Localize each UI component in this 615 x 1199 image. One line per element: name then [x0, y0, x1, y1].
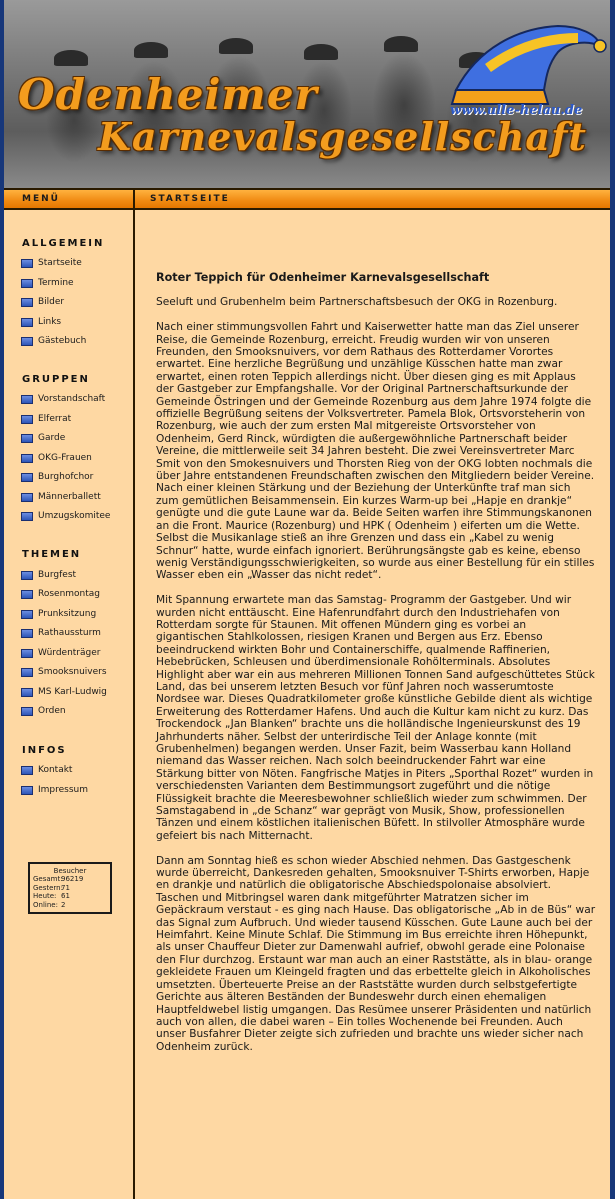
nav-label: Würdenträger — [38, 648, 101, 658]
counter-row-today — [30, 892, 110, 901]
nav-item-umzugskomitee[interactable] — [21, 509, 110, 523]
nav-label: Rosenmontag — [38, 589, 101, 599]
nav-label: Bilder — [38, 297, 65, 307]
counter-label: Online: — [33, 900, 58, 909]
counter-label: Gesamt: — [33, 875, 63, 883]
counter-value: 61 — [61, 892, 70, 900]
jester-cap-icon — [448, 8, 608, 108]
menu-label: MENÜ — [22, 194, 60, 204]
nav-label: Umzugskomitee — [38, 511, 111, 521]
nav-label: Burgfest — [38, 570, 77, 580]
site-title-line2: Karnevalsgesellschaft — [98, 114, 587, 159]
nav-label: Smooksnuivers — [38, 667, 107, 677]
nav-item-vorstandschaft[interactable] — [21, 392, 105, 406]
nav-item-garde[interactable] — [21, 431, 65, 445]
counter-value: 71 — [61, 883, 70, 892]
nav-item-smooksnuivers[interactable] — [21, 665, 107, 679]
nav-bullet-icon — [21, 395, 33, 404]
nav-item-ms-karl-ludwig[interactable] — [21, 685, 107, 699]
nav-label: Garde — [38, 433, 66, 443]
nav-bullet-icon — [21, 493, 33, 502]
sidebar-divider — [133, 210, 135, 1199]
nav-item-maennerballett[interactable] — [21, 490, 101, 504]
nav-bullet-icon — [21, 629, 33, 638]
nav-item-kontakt[interactable] — [21, 763, 72, 777]
current-page-label: STARTSEITE — [150, 194, 230, 204]
nav-bullet-icon — [21, 318, 33, 327]
nav-item-gaestebuch[interactable] — [21, 334, 86, 348]
section-header-bar — [4, 188, 610, 210]
nav-bullet-icon — [21, 786, 33, 795]
nav-label: Termine — [38, 278, 74, 288]
article-paragraph: Mit Spannung erwartete man das Samstag- Programm der Gastgeber. Und wir wurden nicht enttäuscht. Eine Hafenrundfahrt durch den Industriehafen von Rotterdam sorgte für Staunen. Mit offenen Mündern ging es vorbei an gigantischen Stahlkolossen, riesigen Kranen und Bergen aus Erz. Ebenso beeindruckend wirkten Bohr und Containerschiffe, qualmende Raffinerien, Hebebrücken, Schleusen und überdimensionale Rohölterminals. Absolutes Highlight aber war ein aus mehreren Millionen Tonnen Sand aufgeschüttetes Stück Land, das bei unserem letzten Besuch vor fünf Jahren noch wasserumtoste Nordsee war. Dieses Quadratkilometer große künstliche Gebilde dient als wichtige Erweiterung des Rotterdamer Hafens. Und auch die Kultur kam nicht zu kurz. Das Trockendock „Jan Blanken“ brachte uns die holländische Ingenieurskunst des 19 Jahrhunderts näher. Selbst der unterirdische Teil der Anlage konnte (mit Grubenhelmen) begangen werden. Unser Fazit, beim Wasserbau kann Holland niemand das Wasser reichen. Nach solch beeindruckender Fahrt war eine Stärkung bitter von Nöten. Fangfrische Matjes in Piters „Sporthal Rozet“ wurden in verschiedensten Varianten dem Bestimmungsort zugeführt und die nötige Flüssigkeit brachte die Meeresbewohner schließlich wieder zum schwimmen. Der Samstagabend in „de Schanz“ war geprägt von Musik, Show, professionellen Tänzen und einem köstlichen italienischen Büfett. In stilvoller Atmosphäre wurde gefeiert bis nach Mitternacht. — [156, 594, 595, 842]
nav-bullet-icon — [21, 279, 33, 288]
nav-label: MS Karl-Ludwig — [38, 687, 107, 697]
nav-item-orden[interactable] — [21, 704, 66, 718]
article-content — [156, 272, 596, 1066]
bar-divider — [133, 190, 135, 208]
nav-label: Startseite — [38, 258, 82, 268]
nav-item-rathaussturm[interactable] — [21, 626, 101, 640]
nav-label: OKG-Frauen — [38, 453, 92, 463]
nav-label: Links — [38, 317, 62, 327]
section-title-gruppen: GRUPPEN — [22, 374, 90, 385]
site-title-line1: Odenheimer — [18, 70, 318, 119]
counter-label: Heute: — [33, 892, 57, 900]
nav-label: Gästebuch — [38, 336, 87, 346]
page — [4, 0, 610, 1199]
nav-bullet-icon — [21, 415, 33, 424]
counter-label: Gestern: — [33, 883, 63, 892]
nav-item-startseite[interactable] — [21, 256, 82, 270]
counter-row-online — [30, 901, 110, 910]
nav-item-links[interactable] — [21, 315, 61, 329]
site-url[interactable]: www.ulle-helau.de — [450, 103, 583, 118]
nav-item-prunksitzung[interactable] — [21, 607, 96, 621]
section-title-infos: INFOS — [22, 745, 67, 756]
nav-label: Impressum — [38, 785, 89, 795]
section-title-allgemein: ALLGEMEIN — [22, 238, 105, 249]
nav-bullet-icon — [21, 707, 33, 716]
nav-bullet-icon — [21, 668, 33, 677]
nav-item-bilder[interactable] — [21, 295, 64, 309]
nav-label: Vorstandschaft — [38, 394, 106, 404]
counter-row-yesterday — [30, 884, 110, 893]
nav-item-burghofchor[interactable] — [21, 470, 93, 484]
nav-bullet-icon — [21, 512, 33, 521]
nav-bullet-icon — [21, 571, 33, 580]
nav-label: Elferrat — [38, 414, 72, 424]
nav-label: Kontakt — [38, 765, 73, 775]
nav-bullet-icon — [21, 610, 33, 619]
nav-item-burgfest[interactable] — [21, 568, 76, 582]
nav-bullet-icon — [21, 766, 33, 775]
nav-bullet-icon — [21, 473, 33, 482]
counter-value: 2 — [61, 900, 66, 909]
nav-label: Rathaussturm — [38, 628, 101, 638]
nav-bullet-icon — [21, 298, 33, 307]
nav-label: Orden — [38, 706, 66, 716]
nav-label: Prunksitzung — [38, 609, 97, 619]
nav-bullet-icon — [21, 590, 33, 599]
nav-item-termine[interactable] — [21, 276, 74, 290]
section-title-themen: THEMEN — [22, 549, 82, 560]
nav-bullet-icon — [21, 337, 33, 346]
nav-item-rosenmontag[interactable] — [21, 587, 100, 601]
nav-bullet-icon — [21, 259, 33, 268]
nav-bullet-icon — [21, 649, 33, 658]
article-headline: Roter Teppich für Odenheimer Karnevalsgesellschaft — [156, 271, 490, 284]
nav-item-wuerdentraeger[interactable] — [21, 646, 100, 660]
counter-value: 96219 — [61, 875, 84, 883]
counter-title: Besucher — [53, 867, 87, 875]
visitor-counter — [28, 862, 112, 914]
article-paragraph: Dann am Sonntag hieß es schon wieder Abschied nehmen. Das Gastgeschenk wurde überreicht, Dankesreden gehalten, Smooksnuiver T-Shirts erworben, Hapje en drankje und natürlich die obligatorische Abschiedspolonaise absolviert. Taschen und Mitbringsel waren dank mitgeführter Matratzen sicher im Gepäckraum verstaut - es ging nach Hause. Das obligatorische „Ab in de Büs“ war das Signal zum Aufbruch. Und wieder tausend Küsschen. Gute Laune auch bei der Heimfahrt. Keine Minute Schlaf. Die Stimmung im Bus erreichte ihren Höhepunkt, als unser Chauffeur Dieter zur Damenwahl aufrief, obwohl gerade eine Polonaise den Flur durchzog. Erstaunt war man auch an einer Raststätte, als in blau- orange gekleidete Frauen um Kleingeld fragten und das erbettelte gleich in Alkoholisches umsetzten. Überteuerte Preise an der Raststätte wurden durch selbstgefertigte Gerichte aus älteren Beständen der Bundeswehr durch einen ehemaligen Hauptfeldwebel listig umgangen. Das Resümee unserer Präsidenten und natürlich auch von allen, die dabei waren – Ein tolles Wochenende bei Freunden. Auch unser Busfahrer Dieter zeigte sich zufrieden und brachte uns wieder sicher nach Odenheim zurück. — [156, 854, 596, 1053]
nav-item-impressum[interactable] — [21, 783, 88, 797]
counter-row-total — [30, 875, 110, 884]
article-subtitle: Seeluft und Grubenhelm beim Partnerschaftsbesuch der OKG in Rozenburg. — [156, 296, 558, 309]
nav-bullet-icon — [21, 688, 33, 697]
nav-bullet-icon — [21, 434, 33, 443]
header-banner — [4, 0, 610, 188]
nav-bullet-icon — [21, 454, 33, 463]
nav-item-elferrat[interactable] — [21, 412, 71, 426]
nav-item-okg-frauen[interactable] — [21, 451, 92, 465]
article-paragraph: Nach einer stimmungsvollen Fahrt und Kaiserwetter hatte man das Ziel unserer Reise, die Gemeinde Rozenburg, erreicht. Freudig wurden wir von unseren Freunden, den Smooksnuivers, vor dem Rathaus des Rotterdamer Vorortes erwartet. Eine herzliche Begrüßung und unzählige Küsschen hatte man zwar erwartet, einen roten Teppich allerdings nicht. Über diesen ging es mit Applaus der Gastgeber zur Empfangshalle. Vor der Original Partnerschaftsurkunde der Gemeinde Östringen und der Gemeinde Rozenburg aus dem Jahre 1974 folgte die offizielle Begrüßung seitens der Volksvertreter. Pamela Blok, Ortsvorsteherin von Rozenburg, wie auch der zum ersten Mal mitgereiste Ortsvorsteher von Odenheim, Gerd Rinck, würdigten die außergewöhnliche Partnerschaft beider Vereine, die mittlerweile seit 34 Jahren besteht. Die zwei Vereinsvertreter Marc Smit von den Smokesnuivers und Thorsten Rieg von der OKG lobten nochmals die über Jahre entstandenen Freundschaften zwischen den Mitgliedern beider Vereine. Nach einer kleinen Stärkung und der Beziehung der Unterkünfte traf man sich zum gemütlichen Beisammensein. Ein kurzes Warm-up bei „Hapje en drankje“ genügte und die gute Laune war da. Beide Seiten warfen ihre Stimmungskanonen an die Front. Maurice (Rozenburg) und HPK ( Odenheim ) eiferten um die Wette. Selbst die Musikanlage stieß an ihre Grenzen und dass ein „Kabel zu wenig Schnur“ hatte, wurde einfach ignoriert. Berührungsängste gab es keine, ebenso wenig Verständigungsschwierigkeiten, so wurde aus einer Bestellung für ein stilles Wasser eben ein „Wasser das nicht redet“. — [156, 321, 595, 582]
nav-label: Männerballett — [38, 492, 101, 502]
nav-label: Burghofchor — [38, 472, 94, 482]
